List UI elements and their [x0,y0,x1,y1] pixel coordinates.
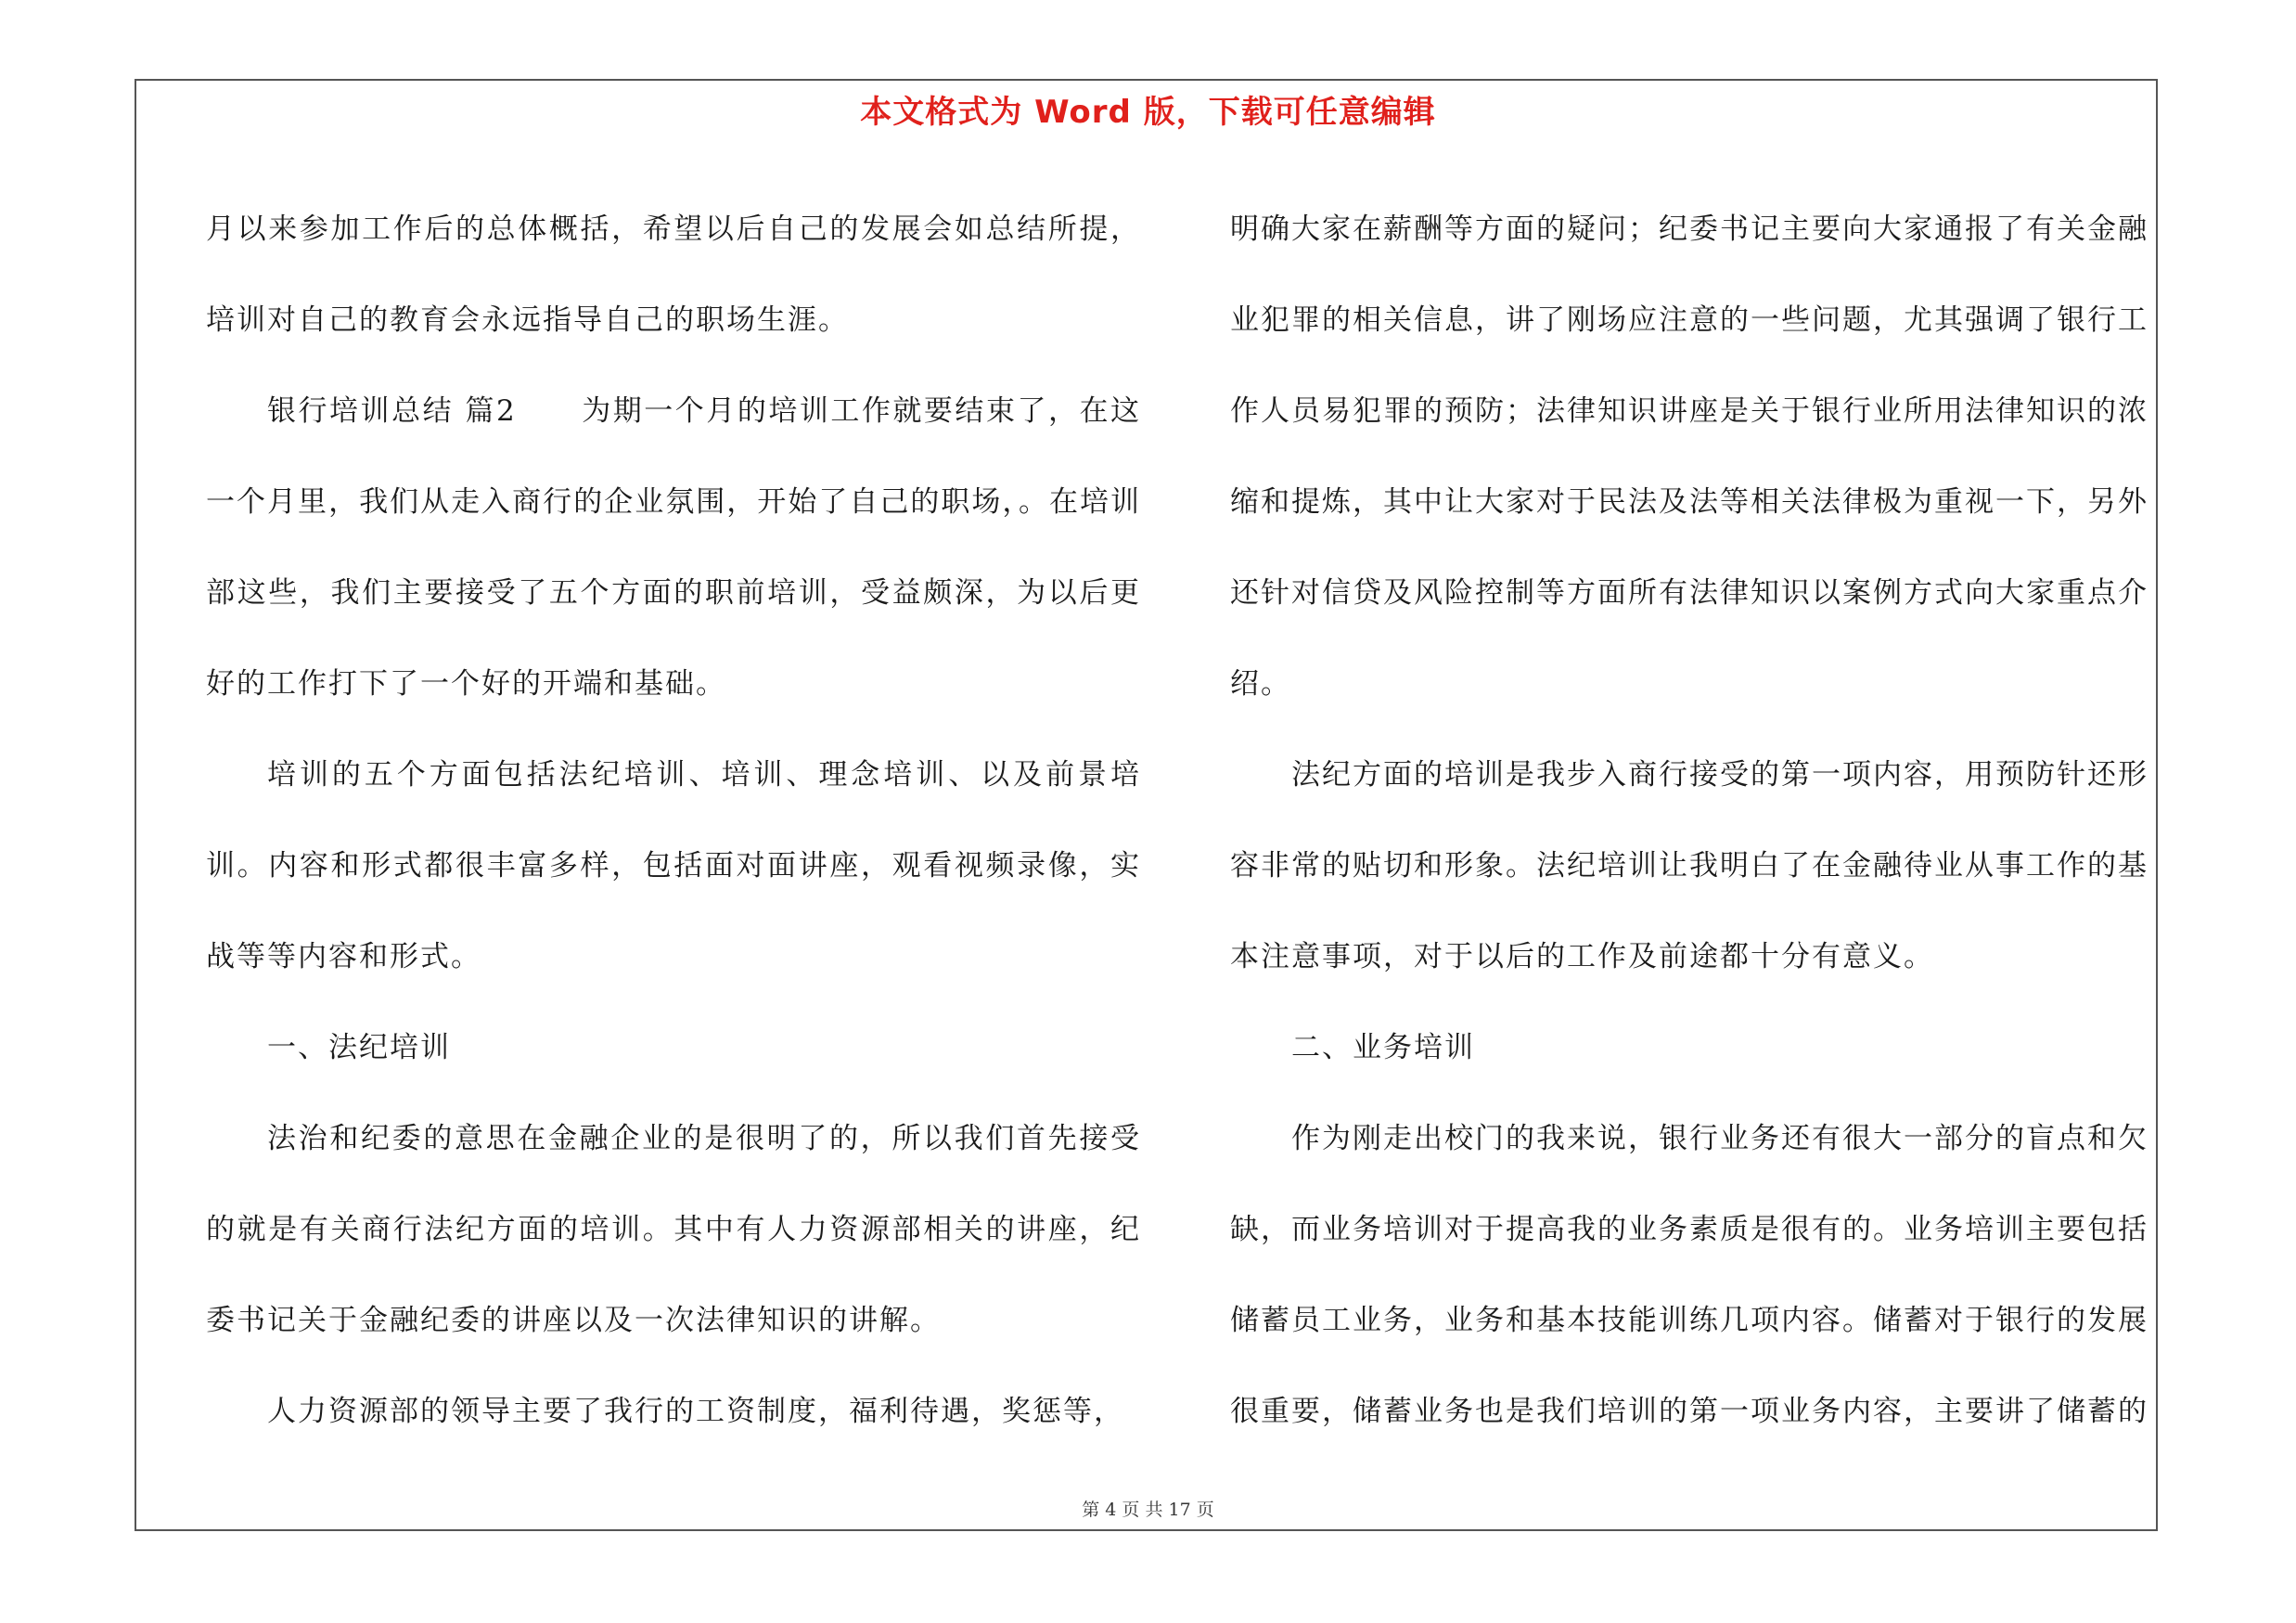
paragraph: 月以来参加工作后的总体概括，希望以后自己的发展会如总结所提，培训对自己的教育会永远指导自己的职场生涯。 [206,213,1141,337]
right-column [1230,184,2148,1457]
paragraph: 作为刚走出校门的我来说，银行业务还有很大一部分的盲点和欠缺，而业务培训对于提高我的业务素质是很有的。业务培训主要包括储蓄员工业务，业务和基本技能训练几项内容。储蓄对于银行的发展很重要，储蓄业务也是我们培训的第一项业务内容，主要讲了储蓄的 [1230,1122,2148,1428]
paragraph: 人力资源部的领导主要了我行的工资制度，福利待遇，奖惩等， [267,1395,1124,1428]
section-heading: 二、业务培训 [1291,1031,1475,1064]
paragraph-body: 为期一个月的培训工作就要结束了，在这一个月里，我们从走入商行的企业氛围，开始了自己的职场，。在培训部这些，我们主要接受了五个方面的职前培训，受益颇深，为以后更好的工作打下了一个好的开端和基础。 [206,394,1142,701]
section-heading: 一、法纪培训 [267,1031,451,1064]
format-banner: 本文格式为 Word 版，下载可任意编辑 [860,94,1436,131]
paragraph: 明确大家在薪酬等方面的疑问；纪委书记主要向大家通报了有关金融业犯罪的相关信息，讲了刚场应注意的一些问题，尤其强调了银行工作人员易犯罪的预防；法律知识讲座是关于银行业所用法律知识的浓缩和提炼，其中让大家对于民法及法等相关法律极为重视一下，另外还针对信贷及风险控制等方面所有法律知识以案例方式向大家重点介绍。 [1230,213,2148,701]
paragraph: 培训的五个方面包括法纪培训、培训、理念培训、以及前景培训。内容和形式都很丰富多样，包括面对面讲座，观看视频录像，实战等等内容和形式。 [206,758,1141,973]
paragraph: 法治和纪委的意思在金融企业的是很明了的，所以我们首先接受的就是有关商行法纪方面的培训。其中有人力资源部相关的讲座，纪委书记关于金融纪委的讲座以及一次法律知识的讲解。 [206,1122,1141,1337]
page-number-footer: 第 4 页 共 17 页 [1082,1500,1214,1520]
paragraph [206,366,1141,729]
section-title: 银行培训总结 篇2 [267,394,517,428]
left-column [206,184,1141,1457]
paragraph: 法纪方面的培训是我步入商行接受的第一项内容，用预防针还形容非常的贴切和形象。法纪培训让我明白了在金融待业从事工作的基本注意事项，对于以后的工作及前途都十分有意义。 [1230,758,2148,973]
